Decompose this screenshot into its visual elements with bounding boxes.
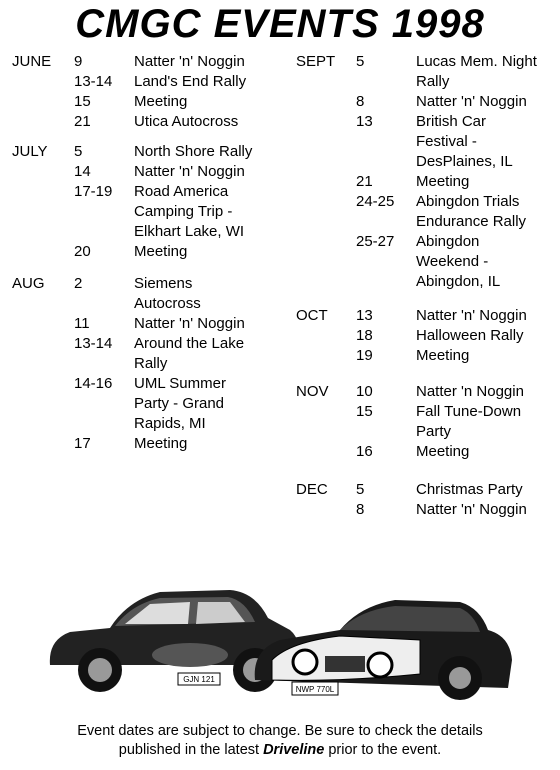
right-plate-text: NWP 770L [295, 685, 335, 694]
event-name [134, 182, 244, 242]
event-name [416, 112, 513, 172]
event-row [286, 92, 560, 112]
month-label: OCT [296, 307, 328, 324]
footer-line-2 [0, 741, 560, 760]
event-name-line: Meeting [134, 435, 188, 452]
month-block-june [0, 52, 280, 132]
event-date: 21 [356, 173, 373, 190]
event-date: 19 [356, 347, 373, 364]
month-label: DEC [296, 481, 328, 498]
event-name [134, 434, 187, 454]
event-row [0, 142, 280, 162]
event-row [286, 500, 560, 520]
event-name [416, 232, 500, 292]
event-row [0, 162, 280, 182]
event-name [134, 112, 238, 132]
event-name-line: Meeting [416, 347, 470, 364]
event-name-line: Camping Trip - [134, 203, 233, 220]
event-name-line: Endurance Rally [416, 213, 527, 230]
event-name-line: Rally [134, 355, 168, 372]
month-block-oct [286, 306, 560, 366]
event-name [134, 374, 226, 434]
event-name [416, 172, 469, 192]
event-name-line: Road America [134, 183, 229, 200]
event-name-line: Natter 'n' Noggin [416, 93, 527, 110]
event-row [0, 374, 280, 434]
event-name [416, 306, 527, 326]
event-row [0, 314, 280, 334]
event-name-line: Land's End Rally [134, 73, 247, 90]
event-name-line: Siemens [134, 275, 193, 292]
event-name [416, 382, 524, 402]
event-row [286, 306, 560, 326]
event-name-line: Natter 'n' Noggin [134, 53, 245, 70]
event-name [134, 314, 245, 334]
event-date: 17-19 [74, 183, 113, 200]
event-date: 18 [356, 327, 373, 344]
driveline-title: Driveline [263, 742, 325, 758]
event-date: 15 [356, 403, 373, 420]
event-date: 5 [74, 143, 83, 160]
event-date: 24-25 [356, 193, 395, 210]
event-row [0, 52, 280, 72]
event-date: 25-27 [356, 233, 395, 250]
footer-line-1: Event dates are subject to change. Be sure to check the details [77, 723, 483, 739]
event-name-line: North Shore Rally [134, 143, 253, 160]
event-row [286, 52, 560, 92]
cars-illustration [40, 570, 520, 710]
event-name-line: DesPlaines, IL [416, 153, 513, 170]
event-date: 15 [74, 93, 91, 110]
event-name-line: Natter 'n' Noggin [416, 307, 527, 324]
event-row [286, 402, 560, 442]
footer-line-2-post: prior to the event. [324, 742, 442, 758]
event-row [286, 192, 560, 232]
event-name [134, 142, 252, 162]
footer-line-2-pre: published in the latest [118, 742, 264, 758]
event-date: 20 [74, 243, 91, 260]
event-name [416, 346, 469, 366]
month-block-nov [286, 382, 560, 462]
event-date: 17 [74, 435, 91, 452]
event-name-line: Natter 'n' Noggin [134, 315, 245, 332]
event-name-line: Halloween Rally [416, 327, 524, 344]
event-name [134, 162, 245, 182]
event-row [286, 346, 560, 366]
event-name [134, 242, 187, 262]
month-label: SEPT [296, 53, 336, 70]
event-name [416, 402, 521, 442]
event-date: 9 [74, 53, 83, 70]
event-row [0, 434, 280, 454]
event-name-line: Abingdon, IL [416, 273, 501, 290]
event-row [0, 92, 280, 112]
event-date: 13 [356, 307, 373, 324]
event-name-line: Elkhart Lake, WI [134, 223, 245, 240]
event-name [134, 334, 244, 374]
event-name-line: Party - Grand [134, 395, 225, 412]
event-date: 5 [356, 481, 365, 498]
month-label: JUNE [12, 53, 52, 70]
event-name [134, 52, 245, 72]
event-name-line: Rally [416, 73, 450, 90]
event-name [134, 274, 201, 314]
event-name [416, 500, 527, 520]
event-name-line: Meeting [134, 93, 188, 110]
event-name-line: Natter 'n' Noggin [134, 163, 245, 180]
event-name-line: Abingdon Trials [416, 193, 520, 210]
page-title: CMGC EVENTS 1998 [75, 2, 485, 46]
event-name-line: Around the Lake [134, 335, 245, 352]
event-date: 14 [74, 163, 91, 180]
month-label: NOV [296, 383, 329, 400]
event-name-line: Natter 'n Noggin [416, 383, 524, 400]
event-name [134, 72, 246, 92]
left-plate-text: GJN 121 [183, 675, 215, 684]
event-row [286, 442, 560, 462]
event-date: 13-14 [74, 73, 113, 90]
event-row [286, 326, 560, 346]
event-date: 16 [356, 443, 373, 460]
month-block-dec [286, 480, 560, 520]
event-name [416, 442, 469, 462]
month-block-aug [0, 274, 280, 454]
event-name [416, 52, 537, 92]
right-events-column [286, 52, 560, 520]
event-name-line: Festival - [416, 133, 477, 150]
right-car-image [255, 600, 512, 700]
event-name [416, 192, 526, 232]
event-date: 14-16 [74, 375, 113, 392]
event-date: 5 [356, 53, 365, 70]
event-name-line: Meeting [416, 173, 470, 190]
event-date: 13-14 [74, 335, 113, 352]
event-name-line: British Car [416, 113, 487, 130]
month-label: AUG [12, 275, 45, 292]
event-row [286, 112, 560, 172]
event-name-line: Autocross [134, 295, 201, 312]
event-name-line: Party [416, 423, 452, 440]
event-date: 8 [356, 93, 365, 110]
event-name-line: Fall Tune-Down [416, 403, 522, 420]
event-name-line: Lucas Mem. Night [416, 53, 537, 70]
month-block-july [0, 142, 280, 262]
event-date: 11 [74, 315, 90, 332]
event-date: 21 [74, 113, 91, 130]
event-name-line: Weekend - [416, 253, 489, 270]
event-row [286, 480, 560, 500]
event-date: 2 [74, 275, 83, 292]
event-name-line: Utica Autocross [134, 113, 239, 130]
event-row [0, 112, 280, 132]
footer-note [0, 722, 560, 760]
event-row [0, 182, 280, 242]
event-name-line: Meeting [416, 443, 470, 460]
event-name [134, 92, 187, 112]
month-label: JULY [12, 143, 48, 160]
event-date: 13 [356, 113, 373, 130]
event-name-line: Meeting [134, 243, 188, 260]
event-name-line: Rapids, MI [134, 415, 206, 432]
event-name-line: UML Summer [134, 375, 226, 392]
event-date: 8 [356, 501, 365, 518]
left-events-column [0, 52, 280, 454]
event-row [286, 382, 560, 402]
event-row [0, 72, 280, 92]
month-block-sept [286, 52, 560, 292]
event-row [0, 274, 280, 314]
event-row [0, 334, 280, 374]
event-name [416, 92, 527, 112]
event-name-line: Christmas Party [416, 481, 523, 498]
event-name-line: Natter 'n' Noggin [416, 501, 527, 518]
event-name [416, 326, 524, 346]
event-date: 10 [356, 383, 373, 400]
event-row [286, 232, 560, 292]
event-name [416, 480, 523, 500]
event-row [286, 172, 560, 192]
event-name-line: Abingdon [416, 233, 480, 250]
event-row [0, 242, 280, 262]
